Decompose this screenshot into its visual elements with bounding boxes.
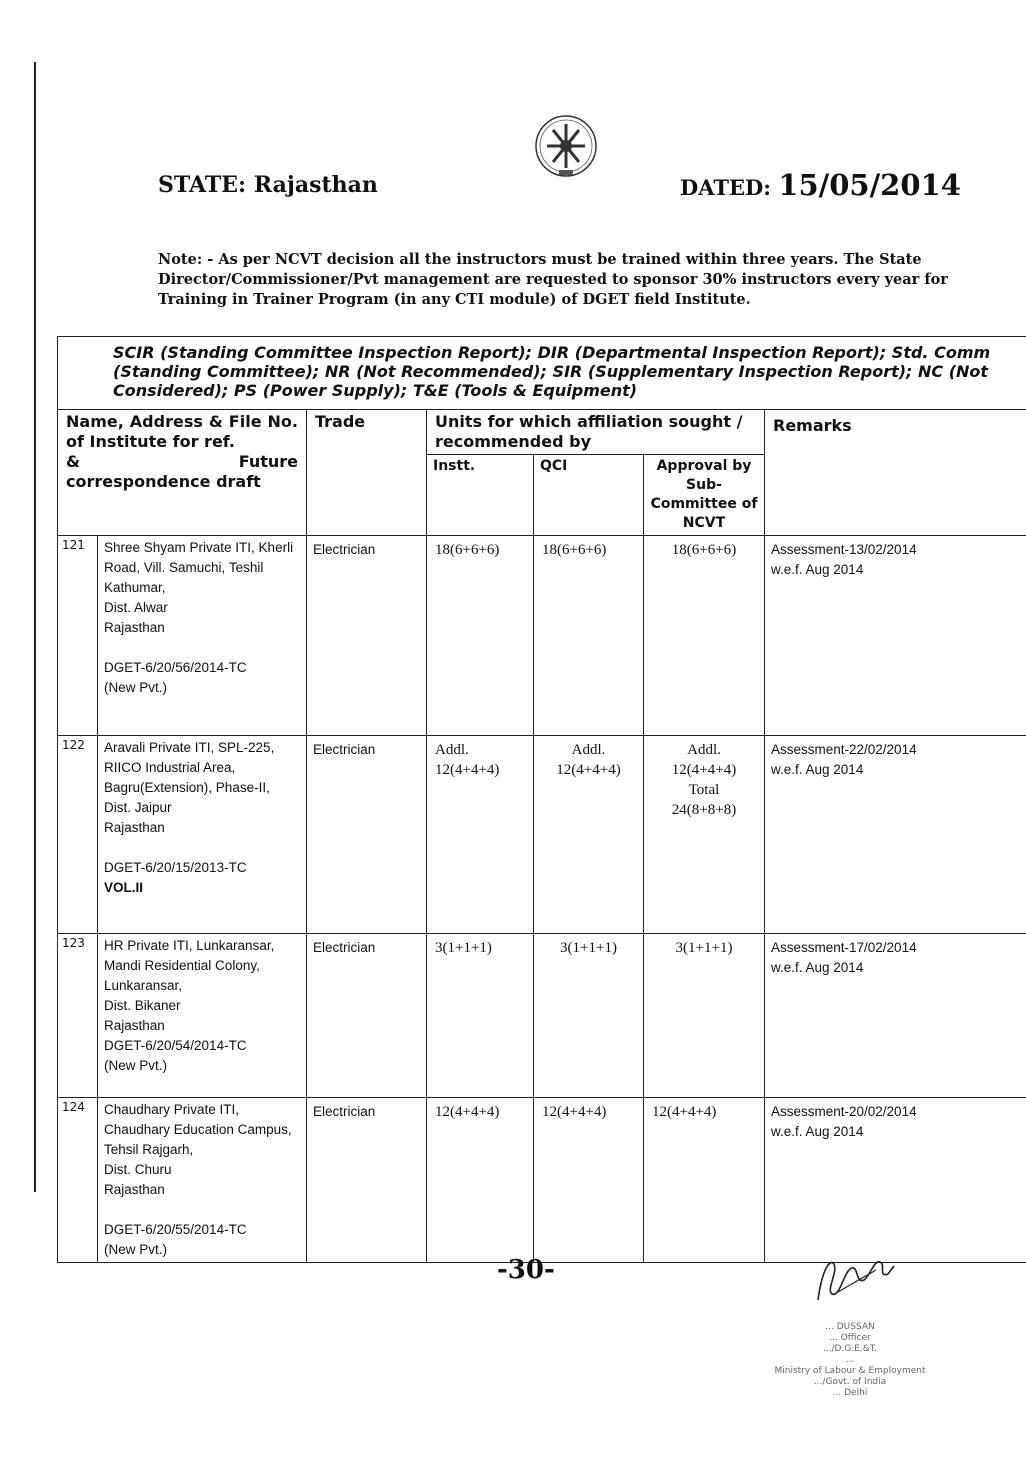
row-institute [98,736,307,934]
header-name-line2 [66,452,298,472]
row-remarks: Assessment-20/02/2014 w.e.f. Aug 2014 [765,1098,1026,1263]
row-institute [98,934,307,1098]
row-instt: 12(4+4+4) [427,1098,534,1263]
table-row [58,536,1026,736]
header-units: Units for which affiliation sought / recommended by [427,410,765,455]
row-institute-address: Chaudhary Private ITI, Chaudhary Education Campus, Tehsil Rajgarh, Dist. Churu Rajasthan [104,1102,292,1197]
dated-heading [680,168,961,202]
row-qci: Addl. 12(4+4+4) [534,736,644,934]
header-name-line3: correspondence draft [66,472,261,491]
header-name [58,410,307,536]
row-serial: 122 [58,736,98,934]
row-file-number: DGET-6/20/15/2013-TC [104,860,247,875]
header-qci: QCI [534,455,644,536]
row-approval: Addl. 12(4+4+4) Total 24(8+8+8) [644,736,765,934]
row-institute [98,536,307,736]
row-approval: 18(6+6+6) [644,536,765,736]
row-serial: 123 [58,934,98,1098]
dated-value: 15/05/2014 [778,168,961,202]
row-file-number: DGET-6/20/55/2014-TC (New Pvt.) [104,1222,247,1257]
abbreviations-text: SCIR (Standing Committee Inspection Report); DIR (Departmental Inspection Report); Std. Comm (Standing Committee); NR (Not Recommended); SIR (Supplementary Inspection Report); NC (Not Considered); PS (Power Supply); T&E (Tools & Equipment) [58,337,1026,410]
row-instt: 3(1+1+1) [427,934,534,1098]
affiliation-table [57,336,1026,1263]
row-approval: 12(4+4+4) [644,1098,765,1263]
page-number: -30- [497,1255,555,1285]
header-trade: Trade [307,410,427,536]
row-file-volume: VOL.II [104,880,144,895]
row-qci: 12(4+4+4) [534,1098,644,1263]
row-institute-address: HR Private ITI, Lunkaransar, Mandi Residential Colony, Lunkaransar, Dist. Bikaner Rajasthan DGET-6/20/54/2014-TC (New Pvt.) [104,938,275,1073]
note-paragraph: Note: - As per NCVT decision all the instructors must be trained within three years. The State Director/Commissioner/Pvt management are requested to sponsor 30% instructors every year for Training in Trainer Program (in any CTI module) of DGET field Institute. [158,251,948,308]
row-remarks: Assessment-22/02/2014 w.e.f. Aug 2014 [765,736,1026,934]
row-file-number: DGET-6/20/56/2014-TC (New Pvt.) [104,660,247,695]
row-qci: 3(1+1+1) [534,934,644,1098]
row-remarks: Assessment-17/02/2014 w.e.f. Aug 2014 [765,934,1026,1098]
row-trade: Electrician [307,934,427,1098]
row-instt: 18(6+6+6) [427,536,534,736]
abbreviations-row [58,337,1026,410]
row-qci: 18(6+6+6) [534,536,644,736]
table-row [58,736,1026,934]
header-name-amp: & [66,452,80,471]
row-remarks: Assessment-13/02/2014 w.e.f. Aug 2014 [765,536,1026,736]
row-serial: 124 [58,1098,98,1263]
header-approval: Approval by Sub-Committee of NCVT [644,455,765,536]
state-heading: STATE: Rajasthan [158,172,378,198]
table-row [58,934,1026,1098]
row-trade: Electrician [307,536,427,736]
row-institute-address: Aravali Private ITI, SPL-225, RIICO Industrial Area, Bagru(Extension), Phase-II, Dist. Jaipur Rajasthan [104,740,275,835]
official-stamp: ... DUSSAN ... Officer .../D.G.E.&T. ... Ministry of Labour & Employment .../Govt. of India ... Delhi [774,1322,926,1398]
row-instt: Addl. 12(4+4+4) [427,736,534,934]
row-institute-address: Shree Shyam Private ITI, Kherli Road, Vill. Samuchi, Teshil Kathumar, Dist. Alwar Rajasthan [104,540,294,635]
margin-line [34,62,36,1192]
signature-icon [808,1250,898,1310]
header-remarks: Remarks [765,410,1026,536]
emblem-icon [533,112,599,186]
row-trade: Electrician [307,1098,427,1263]
dated-label: DATED: [680,175,779,200]
row-institute [98,1098,307,1263]
header-row-1 [58,410,1026,455]
row-serial: 121 [58,536,98,736]
header-instt: Instt. [427,455,534,536]
header-name-line1: Name, Address & File No. of Institute for ref. [66,412,298,451]
header-name-future: Future [238,452,298,471]
row-trade: Electrician [307,736,427,934]
row-approval: 3(1+1+1) [644,934,765,1098]
table-row [58,1098,1026,1263]
